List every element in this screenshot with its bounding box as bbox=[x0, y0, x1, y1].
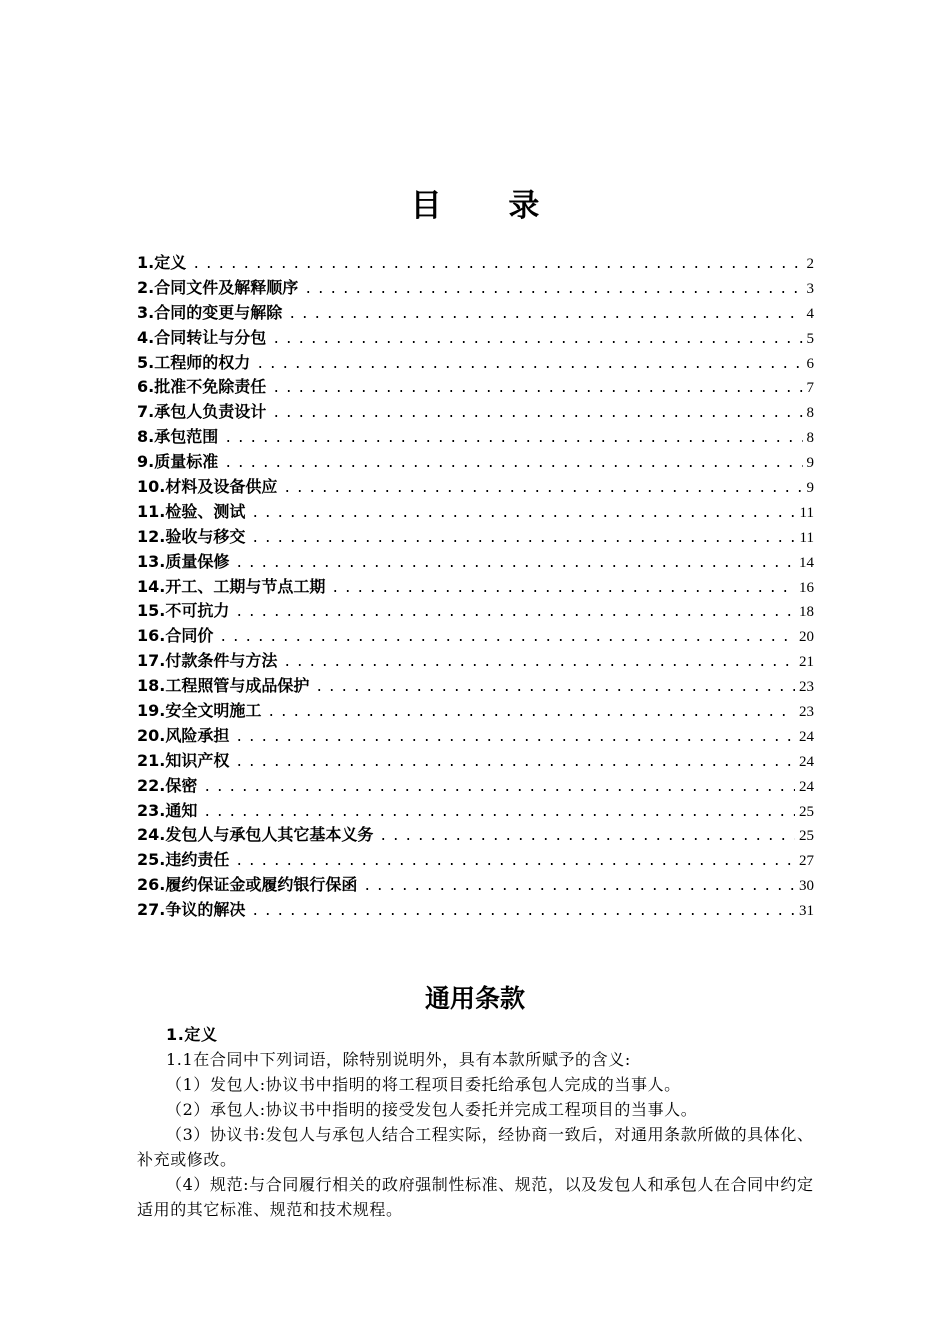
toc-dot-leader bbox=[313, 689, 795, 691]
toc-entry[interactable] bbox=[137, 799, 814, 824]
toc-entry-page: 23 bbox=[799, 704, 814, 721]
toc-dot-leader bbox=[270, 341, 802, 343]
toc-entry-page: 24 bbox=[799, 753, 814, 770]
toc-dot-leader bbox=[329, 590, 795, 592]
toc-entry[interactable] bbox=[137, 400, 814, 425]
toc-entry-page: 24 bbox=[799, 728, 814, 745]
toc-entry-title: 18.工程照管与成品保护 bbox=[137, 674, 313, 699]
toc-dot-leader bbox=[249, 515, 795, 517]
toc-entry-title: 19.安全文明施工 bbox=[137, 699, 265, 724]
toc-entry[interactable] bbox=[137, 774, 814, 799]
toc-entry-title: 26.履约保证金或履约银行保函 bbox=[137, 873, 361, 898]
toc-entry-page: 14 bbox=[799, 554, 814, 571]
toc-entry-title: 6.批准不免除责任 bbox=[137, 375, 270, 400]
toc-dot-leader bbox=[281, 664, 795, 666]
toc-dot-leader bbox=[254, 366, 802, 368]
toc-entry-title: 3.合同的变更与解除 bbox=[137, 301, 286, 326]
toc-entry[interactable] bbox=[137, 326, 814, 351]
clause-paragraph: （3）协议书:发包人与承包人结合工程实际，经协商一致后，对通用条款所做的具体化、补充或修改。 bbox=[137, 1125, 814, 1169]
toc-entry-title: 15.不可抗力 bbox=[137, 599, 233, 624]
toc-dot-leader bbox=[270, 415, 802, 417]
toc-dot-leader bbox=[190, 266, 802, 268]
toc-entry[interactable] bbox=[137, 873, 814, 898]
general-terms-body bbox=[137, 1022, 814, 1222]
toc-dot-leader bbox=[233, 863, 795, 865]
toc-entry-page: 20 bbox=[799, 629, 814, 646]
toc-entry-title: 14.开工、工期与节点工期 bbox=[137, 575, 329, 600]
toc-entry-page: 6 bbox=[806, 355, 814, 372]
toc-entry-title: 9.质量标准 bbox=[137, 450, 222, 475]
toc-entry-page: 3 bbox=[806, 280, 814, 297]
toc-dot-leader bbox=[233, 565, 795, 567]
toc-entry-page: 11 bbox=[799, 529, 814, 546]
toc-entry[interactable] bbox=[137, 251, 814, 276]
toc-entry-page: 25 bbox=[799, 828, 814, 845]
toc-entry-page: 4 bbox=[806, 305, 814, 322]
toc-dot-leader bbox=[281, 490, 802, 492]
toc-entry[interactable] bbox=[137, 550, 814, 575]
toc-entry-title: 27.争议的解决 bbox=[137, 898, 249, 923]
toc-dot-leader bbox=[233, 739, 795, 741]
toc-dot-leader bbox=[249, 913, 795, 915]
toc-entry-title: 16.合同价 bbox=[137, 624, 217, 649]
toc-dot-leader bbox=[249, 540, 795, 542]
toc-entry-page: 23 bbox=[799, 679, 814, 696]
toc-dot-leader bbox=[201, 789, 795, 791]
toc-entry-page: 21 bbox=[799, 654, 814, 671]
toc-entry-page: 2 bbox=[806, 256, 814, 272]
toc-entry[interactable] bbox=[137, 674, 814, 699]
toc-entry[interactable] bbox=[137, 649, 814, 674]
toc-entry-page: 18 bbox=[799, 604, 814, 621]
toc-entry-page: 25 bbox=[799, 803, 814, 820]
toc-entry[interactable] bbox=[137, 823, 814, 848]
clause-paragraph: （2）承包人:协议书中指明的接受发包人委托并完成工程项目的当事人。 bbox=[166, 1100, 698, 1119]
toc-entry-title: 7.承包人负责设计 bbox=[137, 400, 270, 425]
toc-title: 目 录 bbox=[410, 188, 568, 224]
clause-heading: 1.定义 bbox=[166, 1025, 218, 1044]
toc-entry[interactable] bbox=[137, 848, 814, 873]
toc-entry-page: 30 bbox=[799, 878, 814, 895]
toc-entry-title: 4.合同转让与分包 bbox=[137, 326, 270, 351]
toc-entry-title: 10.材料及设备供应 bbox=[137, 475, 281, 500]
toc-entry[interactable] bbox=[137, 301, 814, 326]
toc-entry-page: 9 bbox=[806, 480, 814, 497]
toc-entry-page: 16 bbox=[799, 579, 814, 596]
toc-dot-leader bbox=[377, 838, 795, 840]
toc-entry-page: 8 bbox=[806, 405, 814, 422]
toc-entry-title: 20.风险承担 bbox=[137, 724, 233, 749]
toc-entry[interactable] bbox=[137, 351, 814, 376]
toc-entry[interactable] bbox=[137, 276, 814, 301]
toc-entry[interactable] bbox=[137, 599, 814, 624]
toc-entry-page: 8 bbox=[806, 430, 814, 447]
toc-entry-title: 21.知识产权 bbox=[137, 749, 233, 774]
toc-entry-title: 23.通知 bbox=[137, 799, 201, 824]
clause-paragraph: （4）规范:与合同履行相关的政府强制性标准、规范，以及发包人和承包人在合同中约定适用的其它标准、规范和技术规程。 bbox=[137, 1175, 814, 1219]
toc-entry[interactable] bbox=[137, 450, 814, 475]
section-heading: 通用条款 bbox=[424, 984, 525, 1013]
toc-entry-title: 8.承包范围 bbox=[137, 425, 222, 450]
toc-dot-leader bbox=[302, 291, 802, 293]
toc-entry-page: 9 bbox=[806, 455, 814, 472]
toc-entry-title: 13.质量保修 bbox=[137, 550, 233, 575]
toc-entry-page: 11 bbox=[799, 504, 814, 521]
toc-dot-leader bbox=[217, 639, 795, 641]
toc-dot-leader bbox=[265, 714, 795, 716]
toc-entry-title: 25.违约责任 bbox=[137, 848, 233, 873]
toc-entry[interactable] bbox=[137, 749, 814, 774]
toc-entry-title: 17.付款条件与方法 bbox=[137, 649, 281, 674]
toc-dot-leader bbox=[286, 316, 802, 318]
toc-dot-leader bbox=[361, 888, 795, 890]
toc-entry[interactable] bbox=[137, 425, 814, 450]
toc-dot-leader bbox=[233, 614, 795, 616]
toc-dot-leader bbox=[270, 390, 802, 392]
toc-entry-page: 7 bbox=[806, 380, 814, 397]
toc-dot-leader bbox=[222, 440, 802, 442]
toc-entry[interactable] bbox=[137, 898, 814, 923]
toc-dot-leader bbox=[233, 764, 795, 766]
toc-entry[interactable] bbox=[137, 575, 814, 600]
clause-paragraph: （1）发包人:协议书中指明的将工程项目委托给承包人完成的当事人。 bbox=[166, 1075, 681, 1094]
toc-entry[interactable] bbox=[137, 699, 814, 724]
toc-entry[interactable] bbox=[137, 375, 814, 400]
toc-entry[interactable] bbox=[137, 500, 814, 525]
toc-entry-page: 27 bbox=[799, 853, 814, 870]
table-of-contents bbox=[137, 251, 814, 923]
toc-entry-page: 5 bbox=[806, 330, 814, 347]
toc-entry-title: 2.合同文件及解释顺序 bbox=[137, 276, 302, 301]
toc-entry[interactable] bbox=[137, 475, 814, 500]
toc-entry-title: 1.定义 bbox=[137, 251, 190, 276]
toc-entry-page: 24 bbox=[799, 778, 814, 795]
toc-dot-leader bbox=[222, 465, 802, 467]
toc-entry-page: 31 bbox=[799, 903, 814, 920]
toc-entry[interactable] bbox=[137, 624, 814, 649]
toc-entry-title: 22.保密 bbox=[137, 774, 201, 799]
toc-entry[interactable] bbox=[137, 724, 814, 749]
toc-entry[interactable] bbox=[137, 525, 814, 550]
toc-entry-title: 24.发包人与承包人其它基本义务 bbox=[137, 823, 377, 848]
toc-entry-title: 5.工程师的权力 bbox=[137, 351, 254, 376]
toc-entry-title: 12.验收与移交 bbox=[137, 525, 249, 550]
clause-paragraph: 1.1在合同中下列词语，除特别说明外，具有本款所赋予的含义: bbox=[166, 1050, 631, 1069]
toc-entry-title: 11.检验、测试 bbox=[137, 500, 249, 525]
toc-dot-leader bbox=[201, 814, 795, 816]
